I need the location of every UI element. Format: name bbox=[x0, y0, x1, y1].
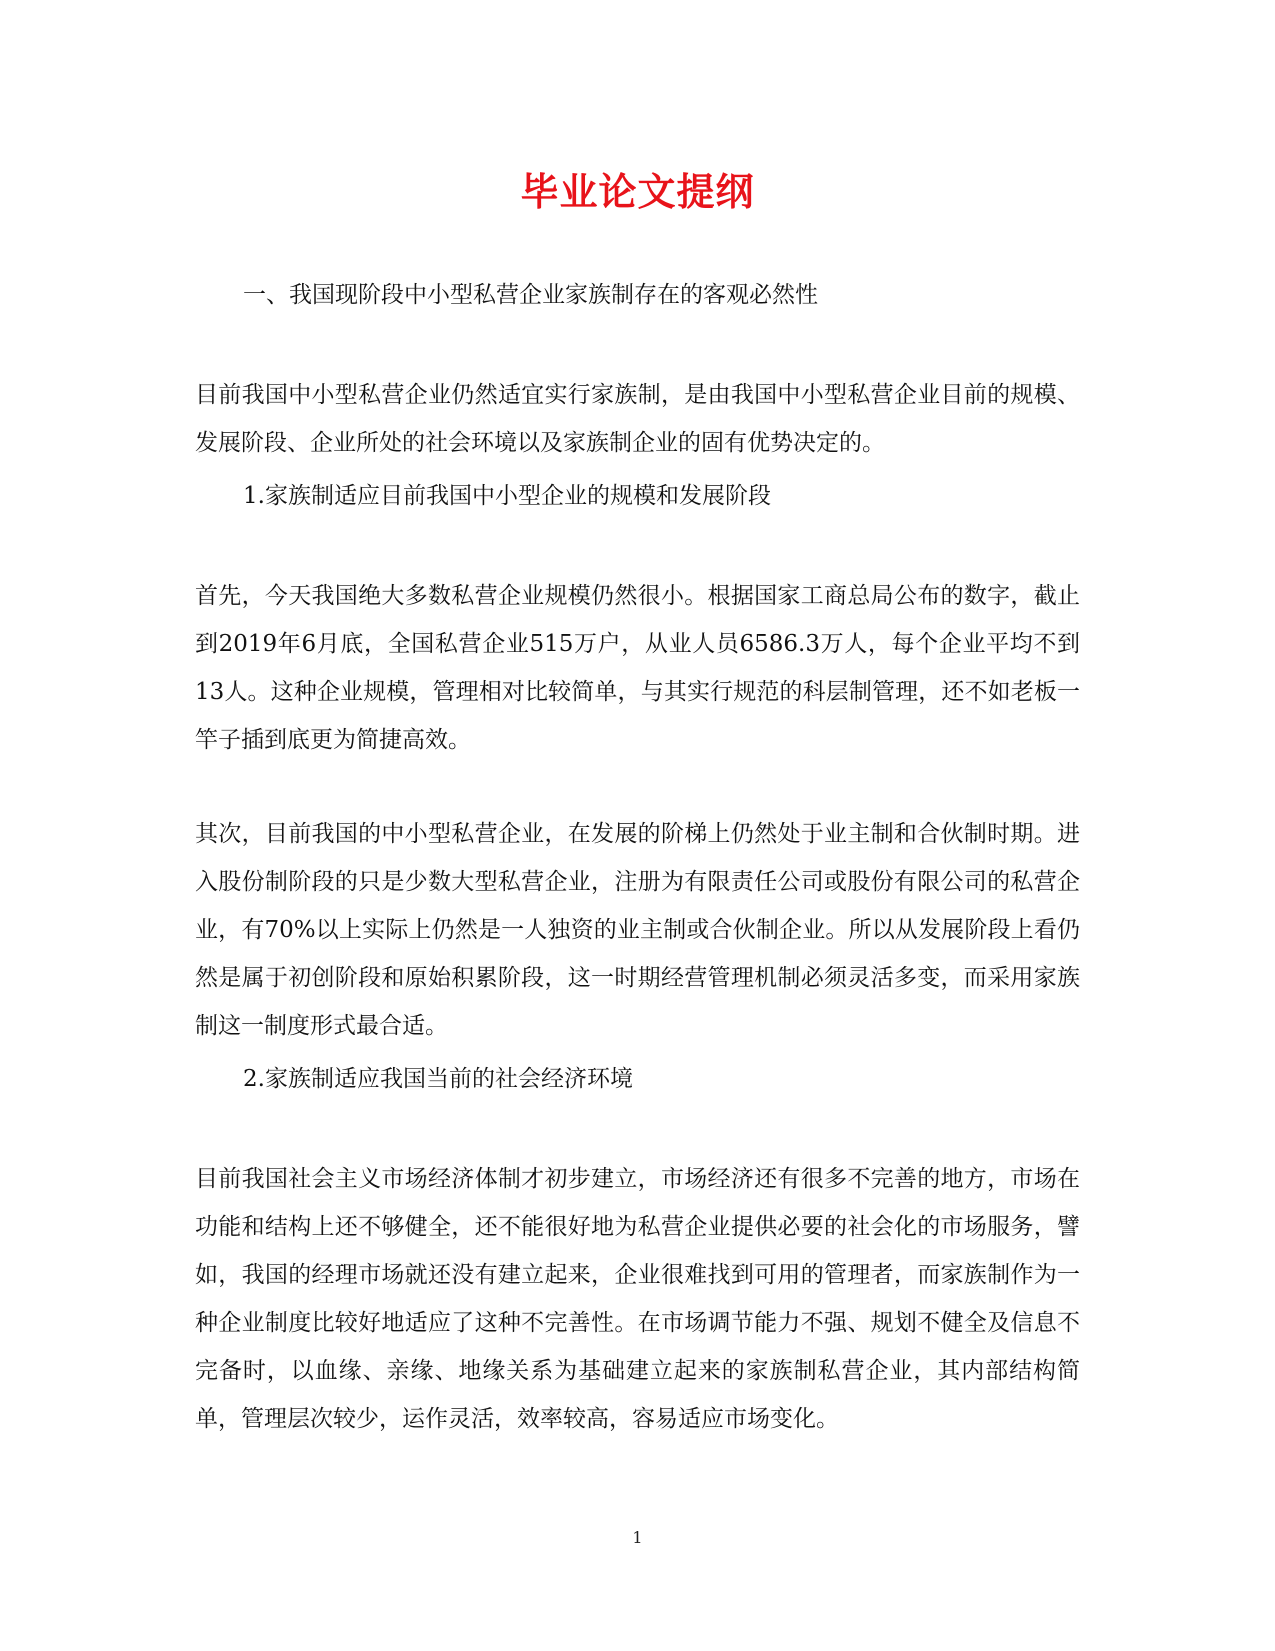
spacer bbox=[195, 467, 1080, 479]
spacer bbox=[195, 513, 1080, 572]
subsection-heading-2: 2.家族制适应我国当前的社会经济环境 bbox=[243, 1066, 633, 1092]
document-body bbox=[195, 278, 1080, 1443]
subsection-heading-1: 1.家族制适应目前我国中小型企业的规模和发展阶段 bbox=[243, 483, 771, 509]
spacer bbox=[195, 764, 1080, 810]
spacer bbox=[195, 1096, 1080, 1155]
paragraph-1: 目前我国中小型私营企业仍然适宜实行家族制，是由我国中小型私营企业目前的规模、发展阶段、企业所处的社会环境以及家族制企业的固有优势决定的。 bbox=[195, 382, 1080, 456]
document-title: 毕业论文提纲 bbox=[520, 169, 755, 214]
paragraph-4: 目前我国社会主义市场经济体制才初步建立，市场经济还有很多不完善的地方，市场在功能和结构上还不够健全，还不能很好地为私营企业提供必要的社会化的市场服务，譬如，我国的经理市场就还没有建立起来，企业很难找到可用的管理者，而家族制作为一种企业制度比较好地适应了这种不完善性。在市场调节能力不强、规划不健全及信息不完备时，以血缘、亲缘、地缘关系为基础建立起来的家族制私营企业，其内部结构简单，管理层次较少，运作灵活，效率较高，容易适应市场变化。 bbox=[195, 1166, 1080, 1432]
paragraph-2: 首先，今天我国绝大多数私营企业规模仍然很小。根据国家工商总局公布的数字，截止到2019年6月底，全国私营企业515万户，从业人员6586.3万人，每个企业平均不到13人。这种企业规模，管理相对比较简单，与其实行规范的科层制管理，还不如老板一竿子插到底更为简捷高效。 bbox=[195, 583, 1080, 753]
page-number: 1 bbox=[632, 1528, 643, 1547]
spacer bbox=[195, 1050, 1080, 1062]
spacer bbox=[195, 312, 1080, 371]
section-heading-1: 一、我国现阶段中小型私营企业家族制存在的客观必然性 bbox=[243, 282, 818, 308]
paragraph-3: 其次，目前我国的中小型私营企业，在发展的阶梯上仍然处于业主制和合伙制时期。进入股份制阶段的只是少数大型私营企业，注册为有限责任公司或股份有限公司的私营企业，有70%以上实际上仍然是一人独资的业主制或合伙制企业。所以从发展阶段上看仍然是属于初创阶段和原始积累阶段，这一时期经营管理机制必须灵活多变，而采用家族制这一制度形式最合适。 bbox=[195, 821, 1080, 1039]
